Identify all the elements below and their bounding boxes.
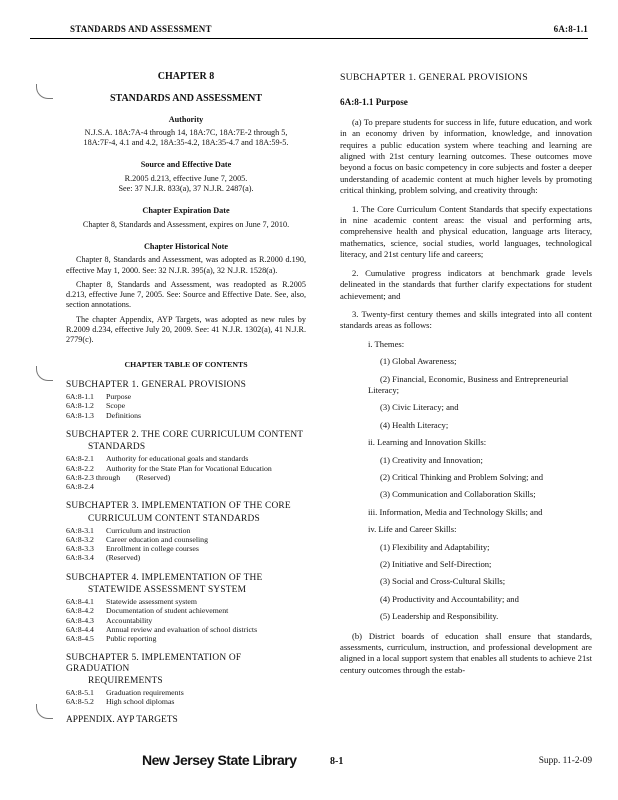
section-heading: 6A:8-1.1 Purpose [340, 97, 408, 108]
header-title: STANDARDS AND ASSESSMENT [70, 24, 212, 34]
toc-row: 6A:8-1.3 Definitions [66, 410, 142, 420]
toc-row: 6A:8-4.4 Annual review and evaluation of school districts [66, 624, 258, 634]
sub-item: (2) Financial, Economic, Business and Entrepreneurial Literacy; [368, 373, 569, 395]
roman-item: iv. Life and Career Skills: [368, 524, 457, 535]
sub-item: (2) Initiative and Self-Direction; [380, 559, 492, 569]
toc-row: 6A:8-3.2 Career education and counseling [66, 535, 208, 545]
authority-text: N.J.S.A. 18A:7A-4 through 14, 18A:7C, 18A:7E-2 through 5, 18A:7F-4, 4.1 and 4.2, 18A:35-4.2, 18A:35-4.7 and 18A:59-5. [83, 127, 289, 148]
roman-item: ii. Learning and Innovation Skills: [368, 437, 487, 448]
toc-subchapter [66, 501, 306, 562]
left-column [66, 72, 306, 725]
sub-item: (4) Productivity and Accountability; and [380, 593, 519, 604]
list-item-1: 1. The Core Curriculum Content Standards that specify expectations in nine academic content areas: the visual and performing arts, comprehensive health and physical education, language arts literacy, mathematics, science, social studies, world languages, technological literacy, and 21st century life and careers; [340, 203, 592, 260]
chapter-number: CHAPTER 8 [157, 71, 215, 82]
toc-subchapter-title: SUBCHAPTER 2. THE CORE CURRICULUM CONTENT [66, 429, 304, 440]
toc-subchapter-title-cont: STANDARDS [88, 442, 146, 453]
source-line-1: R.2005 d.213, effective June 7, 2005. [124, 173, 248, 183]
right-column [340, 72, 592, 683]
sub-item: (3) Social and Cross-Cultural Skills; [380, 576, 506, 587]
toc-subchapter [66, 380, 306, 420]
supplement-date: Supp. 11-2-09 [538, 756, 592, 766]
page-footer [0, 752, 618, 772]
toc-row: 6A:8-4.1 Statewide assessment system [66, 597, 197, 607]
roman-item: i. Themes: [368, 338, 405, 349]
history-paragraph: Chapter 8, Standards and Assessment, was readopted as R.2005 d.213, effective June 7, 2005. See: Source and Effective Date. See, also, section annotations. [66, 279, 306, 310]
toc-row: 6A:8-1.2 Scope [66, 401, 126, 411]
expiration-text: Chapter 8, Standards and Assessment, expires on June 7, 2010. [82, 219, 290, 229]
paragraph-a: (a) To prepare students for success in life, future education, and work in an economy driven by information, knowledge, and innovation requires a public education system where teaching and learning are aligned with 21st century learning outcomes. These outcomes move beyond a focus on basic competency in core subjects and foster a deeper understanding of academic content at much higher levels by promoting critical thinking, problem solving, and creativity through: [340, 116, 592, 196]
paragraph-b: (b) District boards of education shall ensure that standards, assessments, curriculum, instruction, and professional development are aligned in a local support system that enables all students to achieve 21st century outcomes through the estab- [340, 630, 592, 675]
toc-subchapter-title: SUBCHAPTER 4. IMPLEMENTATION OF THE [66, 572, 263, 583]
toc-row: 6A:8-2.1 Authority for educational goals and standards [66, 454, 249, 464]
header-code: 6A:8-1.1 [553, 24, 588, 34]
library-stamp: New Jersey State Library [142, 752, 297, 768]
source-heading: Source and Effective Date [140, 160, 232, 170]
toc-row: 6A:8-2.2 Authority for the State Plan for Vocational Education [66, 463, 272, 473]
sub-item: (1) Flexibility and Adaptability; [380, 541, 490, 552]
toc-subchapter-title-cont: REQUIREMENTS [88, 675, 163, 686]
expiration-heading: Chapter Expiration Date [142, 206, 230, 216]
toc-row: 6A:8-3.1 Curriculum and instruction [66, 525, 191, 535]
history-heading: Chapter Historical Note [144, 241, 228, 251]
toc-appendix: APPENDIX. AYP TARGETS [66, 714, 178, 725]
toc-row: 6A:8-5.2 High school diplomas [66, 697, 175, 707]
sub-item: (1) Global Awareness; [380, 356, 457, 367]
margin-mark [36, 84, 53, 99]
source-line-2: See: 37 N.J.R. 833(a), 37 N.J.R. 2487(a). [118, 184, 254, 194]
toc-subchapter [66, 430, 306, 491]
subchapter-heading: SUBCHAPTER 1. GENERAL PROVISIONS [340, 72, 528, 83]
sub-item: (2) Critical Thinking and Problem Solving; and [380, 471, 544, 482]
running-header [30, 24, 588, 39]
toc-row: 6A:8-5.1 Graduation requirements [66, 688, 184, 698]
toc-subchapter-title: SUBCHAPTER 1. GENERAL PROVISIONS [66, 379, 247, 390]
sub-item: (3) Civic Literacy; and [380, 402, 459, 413]
sub-item: (4) Health Literacy; [380, 419, 449, 430]
history-paragraph: Chapter 8, Standards and Assessment, was adopted as R.2000 d.190, effective May 1, 2000. See: 32 N.J.R. 395(a), 32 N.J.R. 1528(a). [66, 255, 306, 275]
authority-heading: Authority [168, 114, 204, 124]
sub-item: (1) Creativity and Innovation; [380, 454, 483, 465]
toc-row: 6A:8-3.3 Enrollment in college courses [66, 544, 199, 554]
toc-row: 6A:8-4.2 Documentation of student achievement [66, 606, 229, 616]
toc-subchapter-title: SUBCHAPTER 5. IMPLEMENTATION OF GRADUATION [66, 653, 242, 674]
toc-heading: CHAPTER TABLE OF CONTENTS [124, 359, 248, 369]
toc-row: 6A:8-4.3 Accountability [66, 615, 153, 625]
margin-mark [36, 366, 53, 381]
page-number: 8-1 [330, 756, 344, 767]
margin-mark [36, 704, 53, 719]
toc-subchapter-title-cont: CURRICULUM CONTENT STANDARDS [88, 513, 260, 524]
toc-row: 6A:8-1.1 Purpose [66, 392, 132, 402]
roman-item: iii. Information, Media and Technology Skills; and [368, 506, 543, 517]
list-item-2: 2. Cumulative progress indicators at benchmark grade levels delineated in the standards that further clarify expectations for student achievement; and [340, 267, 592, 301]
toc-row: 6A:8-3.4 (Reserved) [66, 553, 141, 563]
toc-row: 6A:8-2.3 through 6A:8-2.4 (Reserved) [66, 472, 171, 492]
sub-item: (5) Leadership and Responsibility. [380, 611, 499, 622]
toc-subchapter [66, 573, 306, 644]
list-item-3: 3. Twenty-first century themes and skills integrated into all content standards areas as follows: [340, 308, 592, 331]
toc-row: 6A:8-4.5 Public reporting [66, 634, 157, 644]
toc-subchapter-title: SUBCHAPTER 3. IMPLEMENTATION OF THE CORE [66, 501, 291, 512]
chapter-title: STANDARDS AND ASSESSMENT [109, 93, 263, 105]
sub-item: (3) Communication and Collaboration Skills; [380, 489, 536, 500]
toc-subchapter-title-cont: STATEWIDE ASSESSMENT SYSTEM [88, 584, 247, 595]
history-paragraph: The chapter Appendix, AYP Targets, was adopted as new rules by R.2009 d.234, effective July 20, 2009. See: 41 N.J.R. 1302(a), 41 N.J.R. 2779(c). [66, 314, 306, 345]
toc-subchapter [66, 653, 306, 706]
